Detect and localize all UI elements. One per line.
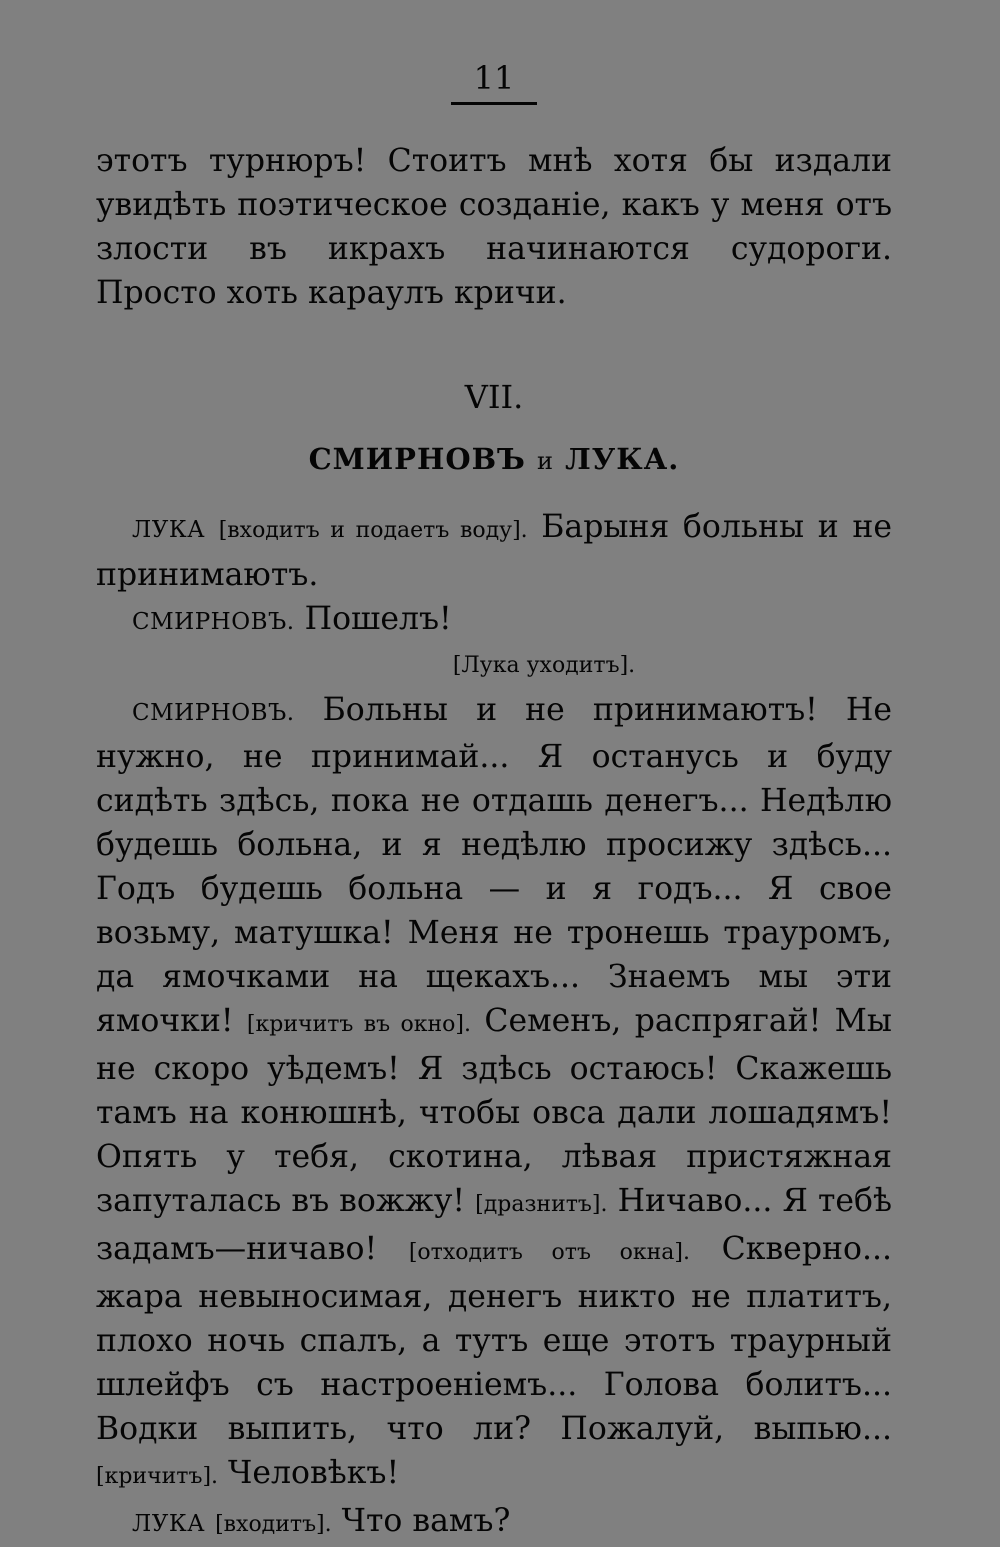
speaker-name: ЛУКА — [132, 517, 206, 543]
speech-text: Скверно... жара невыносимая, денегъ никто не платитъ, плохо ночь спалъ, а тутъ еще этотъ траурный шлейфъ съ настроеніемъ... Голова болитъ... Водки выпить, что ли? Пожалуй, выпью... — [96, 1231, 892, 1447]
stage-direction-line: [Лука уходитъ]. — [452, 653, 636, 678]
speech-text: Человѣкъ! — [218, 1455, 400, 1491]
section-title-name-2: ЛУКА. — [565, 442, 680, 476]
speech-text: Что вамъ? — [331, 1503, 511, 1539]
stage-direction: [отходитъ отъ окна]. — [408, 1240, 690, 1265]
speech-text: Ничаво... Я тебѣ задамъ—ничаво! — [96, 1183, 892, 1267]
intro-paragraph: этотъ турнюръ! Стоитъ мнѣ хотя бы издали увидѣть поэтическое созданіе, какъ у меня отъ злости въ икрахъ начинаются судороги. Просто хоть караулъ кричи. — [96, 143, 892, 311]
speaker-name: ЛУКА — [132, 1511, 206, 1537]
book-page — [96, 56, 892, 1547]
stage-direction: [кричитъ]. — [96, 1464, 219, 1489]
speech-smirnov-1 — [96, 597, 892, 644]
speech-text: Больны и не принимаютъ! Не нужно, не принимай... Я останусь и буду сидѣть здѣсь, пока не отдашь денегъ... Недѣлю будешь больна, и я недѣлю просижу здѣсь... Годъ будешь больна — и я годъ... Я свое возьму, матушка! Меня не тронешь трауромъ, да ямочками на щекахъ... Знаемъ мы эти ямочки! — [96, 692, 892, 1039]
stage-direction: [входитъ]. — [215, 1512, 332, 1537]
stage-direction: [кричитъ въ окно]. — [246, 1012, 471, 1037]
speech-luka-1 — [96, 505, 892, 597]
speaker-name: СМИРНОВЪ. — [132, 609, 295, 635]
speech-text: Барыня больны и не принимаютъ. — [96, 509, 892, 593]
stage-direction: [дразнитъ]. — [475, 1192, 608, 1217]
section-title-conjunction: и — [537, 447, 555, 475]
page-number-rule — [451, 102, 537, 105]
section-title-name-1: СМИРНОВЪ — [308, 442, 526, 476]
speaker-name: СМИРНОВЪ. — [132, 700, 295, 726]
stage-direction: [входитъ и подаетъ воду]. — [218, 518, 528, 543]
page-number: 11 — [473, 59, 515, 97]
speech-text: Пошелъ! — [294, 601, 452, 637]
speech-smirnov-2 — [96, 688, 892, 1499]
section-number: VII. — [464, 378, 524, 416]
speech-luka-2 — [96, 1499, 892, 1547]
speech-text: Семенъ, распрягай! Мы не скоро уѣдемъ! Я здѣсь остаюсь! Скажешь тамъ на конюшнѣ, чтобы овса дали лошадямъ! Опять у тебя, скотина, лѣвая пристяжная запуталась въ вожжу! — [96, 1003, 892, 1219]
section-title — [96, 437, 892, 483]
